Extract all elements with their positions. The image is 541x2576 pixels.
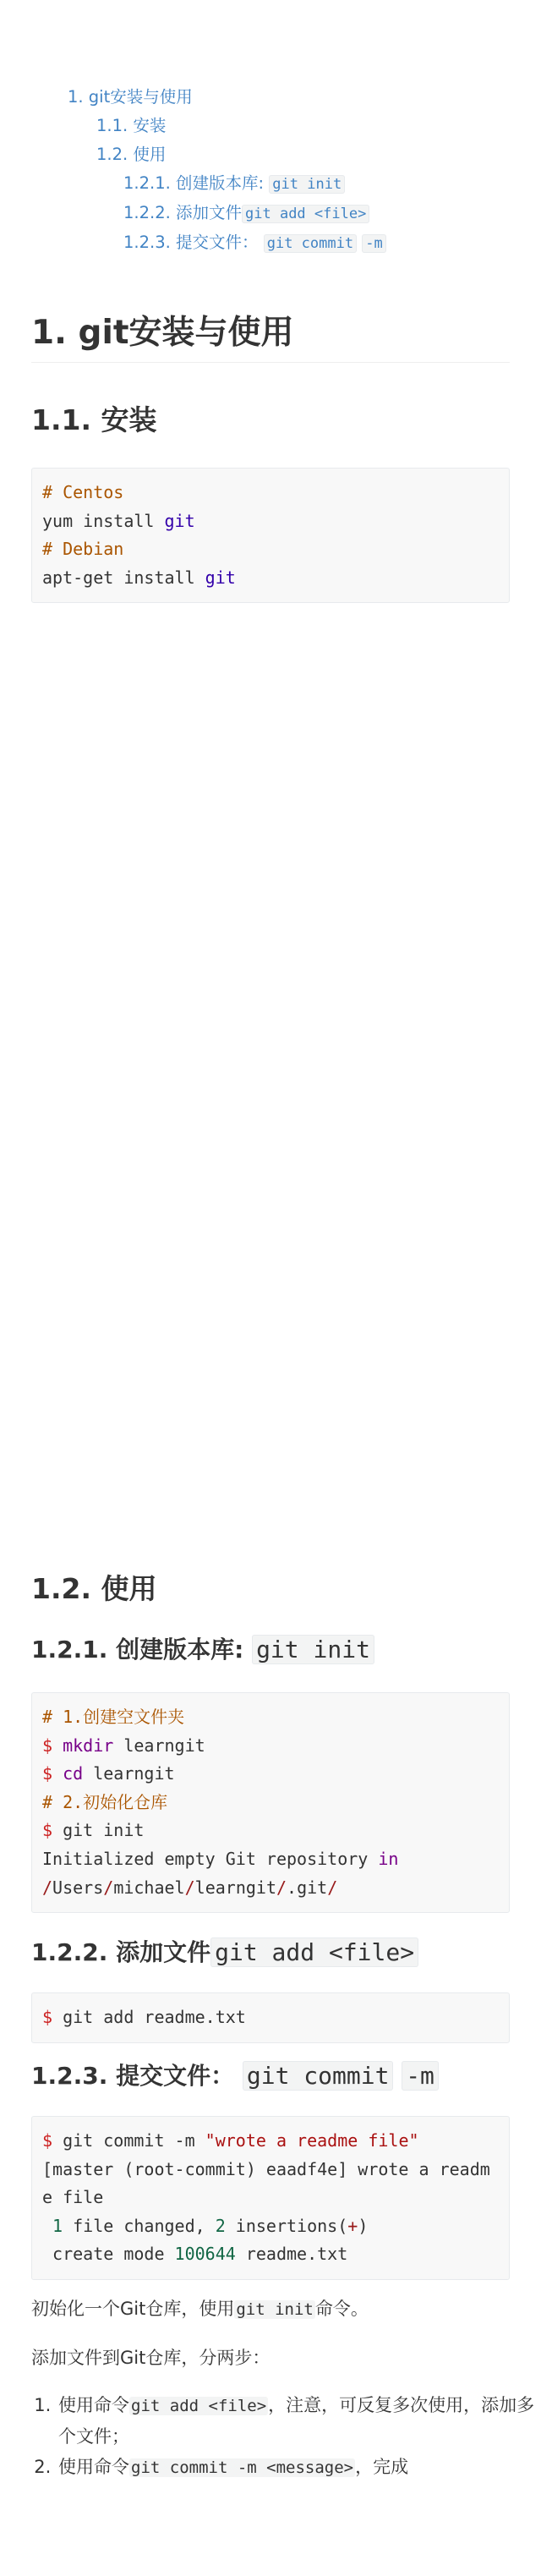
toc-link-create-repo[interactable]: 1.2.1. 创建版本库: git init	[0, 169, 541, 199]
paragraph-add-summary: 添加文件到Git仓库，分两步：	[31, 2348, 270, 2368]
steps-list	[31, 2390, 535, 2483]
code-block-add: $ git add readme.txt	[31, 1992, 510, 2043]
heading-use: 1.2. 使用	[31, 1572, 157, 1605]
toc-link-use[interactable]: 1.2. 使用	[96, 145, 167, 164]
code-comment: # Centos	[42, 482, 124, 502]
heading-git-install-use: 1. git安装与使用	[31, 311, 510, 363]
code-comment: # Debian	[42, 539, 124, 560]
code-block-install: # Centos yum install git # Debian apt-get install git	[31, 468, 510, 603]
heading-install: 1.1. 安装	[31, 403, 157, 436]
toc-link-install[interactable]: 1.1. 安装	[96, 116, 167, 135]
paragraph-init-summary: 初始化一个Git仓库，使用 git init命令。	[31, 2299, 369, 2319]
code-block-commit: $ git commit -m "wrote a readme file" [master (root-commit) eaadf4e] wrote a readme file 1 file changed, 2 insertions(+) create mode 100644 readme.txt	[31, 2116, 510, 2280]
heading-commit: 1.2.3. 提交文件： git commit -m	[31, 2058, 439, 2094]
toc-link-git-install-use[interactable]: 1. git安装与使用	[68, 87, 193, 107]
heading-create-repo: 1.2.1. 创建版本库: git init	[31, 1632, 374, 1668]
table-of-contents	[0, 83, 541, 258]
code-block-init: # 1.创建空文件夹 $ mkdir learngit $ cd learngit # 2.初始化仓库 $ git init Initialized empty Git repository in /Users/michael/learngit/.git/	[31, 1692, 510, 1913]
toc-link-commit[interactable]: 1.2.3. 提交文件： git commit -m	[0, 228, 541, 258]
list-item: 1. 使用命令 git add <file>，注意，可反复多次使用，添加多个文件；	[57, 2390, 535, 2452]
heading-add-file: 1.2.2. 添加文件 git add <file>	[31, 1935, 418, 1970]
list-item: 2. 使用命令 git commit -m <message>，完成	[57, 2452, 535, 2483]
toc-link-add-file[interactable]: 1.2.2. 添加文件 git add <file>	[0, 199, 541, 228]
